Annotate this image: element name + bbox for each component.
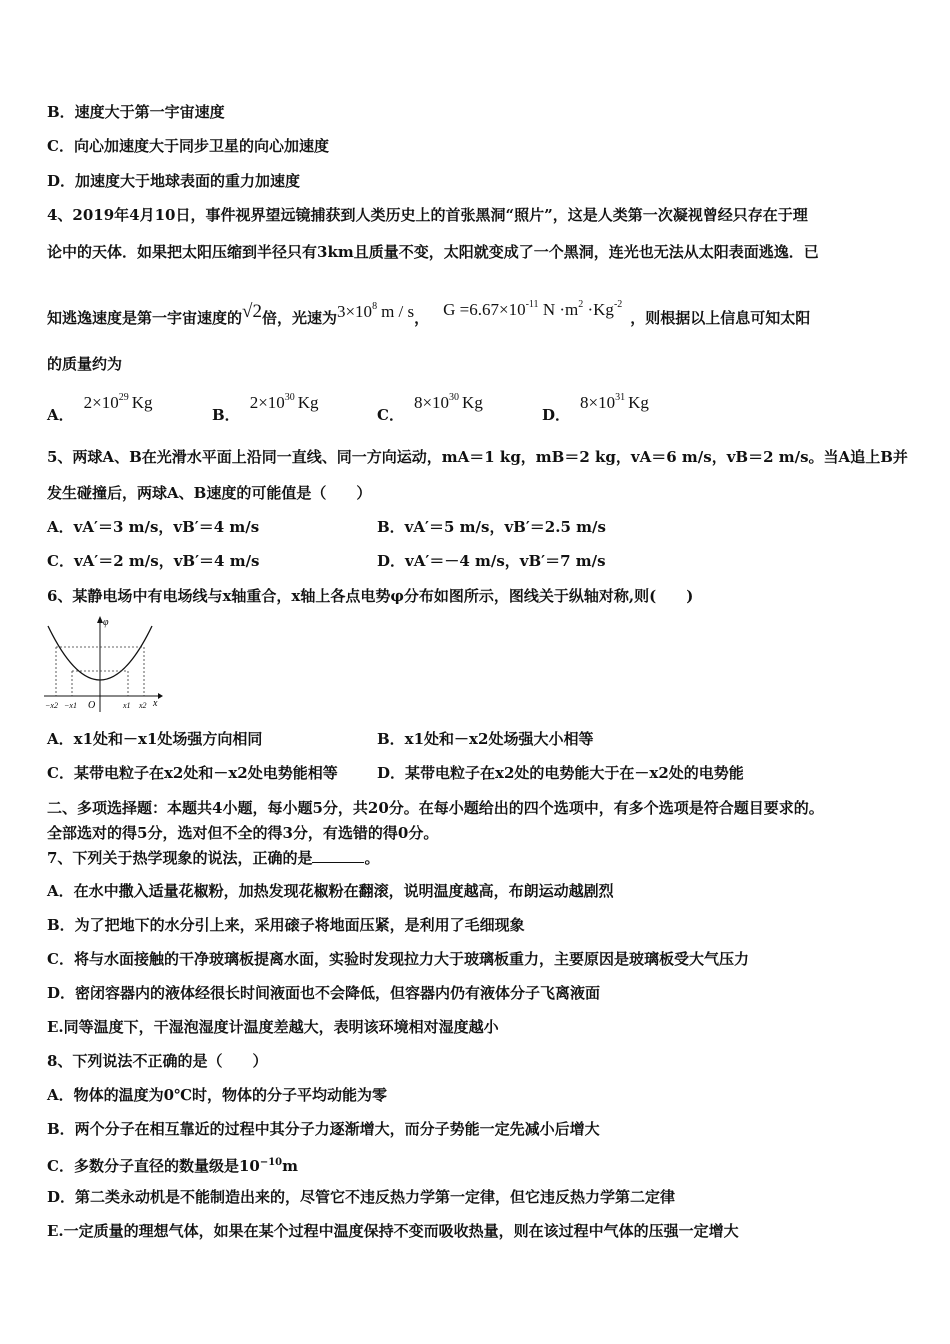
q7-option-d: D．密闭容器内的液体经很长时间液面也不会降低，但容器内仍有液体分子飞离液面 (47, 984, 601, 1002)
tick-label-x1: x1 (123, 701, 131, 710)
section2-heading-line2: 全部选对的得5分，选对但不全的得3分，有选错的得0分。 (47, 824, 439, 842)
q3-option-d: D．加速度大于地球表面的重力加速度 (47, 172, 301, 190)
q6-option-b: B．x1处和－x2处场强大小相等 (377, 730, 594, 748)
q5-option-a: A．vA′＝3 m/s，vB′＝4 m/s (47, 518, 260, 536)
q4-option-d: D．$8\times 10^{31}$ Kg (542, 392, 649, 424)
origin-label: O (88, 700, 96, 711)
q7-option-e: E.同等温度下，干湿泡湿度计温度差越大，表明该环境相对湿度越小 (47, 1018, 499, 1036)
q6-option-d: D．某带电粒子在x2处的电势能大于在－x2处的电势能 (377, 764, 744, 782)
q5-option-c: C．vA′＝2 m/s，vB′＝4 m/s (47, 552, 260, 570)
q7-stem: 7、下列关于热学现象的说法，正确的是 。 (47, 849, 380, 867)
light-speed-expression: $3\times 10^8$ m / s (336, 301, 415, 321)
q8-option-a: A．物体的温度为0℃时，物体的分子平均动能为零 (47, 1086, 388, 1104)
q3-option-b: B．速度大于第一宇宙速度 (47, 103, 225, 121)
q6-stem: 6、某静电场中有电场线与x轴重合，x轴上各点电势φ分布如图所示，图线关于纵轴对称,则( ) (47, 587, 694, 605)
q4-stem-line4: 的质量约为 (47, 355, 123, 373)
q8-option-e: E.一定质量的理想气体，如果在某个过程中温度保持不变而吸收热量，则在该过程中气体的压强一定增大 (47, 1222, 739, 1240)
q8-option-d: D．第二类永动机是不能制造出来的，尽管它不违反热力学第一定律，但它违反热力学第二定律 (47, 1188, 676, 1206)
y-axis-label: φ (103, 617, 109, 628)
q8-stem: 8、下列说法不正确的是（ ） (47, 1052, 268, 1070)
x-axis-label: x (153, 698, 158, 709)
q7-option-b: B．为了把地下的水分引上来，采用磙子将地面压紧，是利用了毛细现象 (47, 916, 525, 934)
tick-label-neg-x1: −x1 (64, 701, 77, 710)
q5-option-b: B．vA′＝5 m/s，vB′＝2.5 m/s (377, 518, 606, 536)
q4-option-b: B．$2\times 10^{30}$ Kg (212, 392, 319, 424)
tick-label-x2: x2 (139, 701, 147, 710)
q4-stem-line2: 论中的天体．如果把太阳压缩到半径只有3km且质量不变，太阳就变成了一个黑洞，连光也无法从太阳表面逃逸．已 (47, 243, 819, 261)
tick-label-neg-x2: −x2 (45, 701, 58, 710)
q4-stem-line3: 知逃逸速度是第一宇宙速度的√2倍，光速为$3\times 10^8$ m / s， $G =6.67\times 10^{-11}$ $N \cdot m^2 \cdot Kg^{-2}$，则根据以上信息可知太阳 (47, 299, 811, 327)
q4-option-c: C．$8\times 10^{30}$ Kg (377, 392, 483, 424)
answer-blank (312, 848, 364, 863)
q6-option-c: C．某带电粒子在x2处和－x2处电势能相等 (47, 764, 338, 782)
q7-option-a: A．在水中撒入适量花椒粉，加热发现花椒粉在翻滚，说明温度越高，布朗运动越剧烈 (47, 882, 614, 900)
q4-option-a: A．$2\times 10^{29}$ Kg (47, 392, 153, 424)
q4-stem-line1: 4、2019年4月10日，事件视界望远镜捕获到人类历史上的首张黑洞“照片”，这是人类第一次凝视曾经只存在于理 (47, 206, 808, 224)
q6-option-a: A．x1处和－x1处场强方向相同 (47, 730, 263, 748)
x-axis-arrow (158, 693, 163, 699)
q5-option-d: D．vA′＝－4 m/s，vB′＝7 m/s (377, 552, 606, 570)
section2-heading-line1: 二、多项选择题：本题共4小题，每小题5分，共20分。在每小题给出的四个选项中，有多个选项是符合题目要求的。 (47, 799, 824, 817)
potential-graph (42, 614, 164, 716)
q3-option-c: C．向心加速度大于同步卫星的向心加速度 (47, 137, 329, 155)
gravitational-constant-expression: $G =6.67\times 10^{-11}$ $N \cdot m^2 \cdot Kg^{-2}$ (443, 299, 623, 319)
q5-stem-line2: 发生碰撞后，两球A、B速度的可能值是（ ） (47, 484, 372, 502)
sqrt2-expression: √2 (242, 301, 262, 322)
q8-option-b: B．两个分子在相互靠近的过程中其分子力逐渐增大，而分子势能一定先减小后增大 (47, 1120, 600, 1138)
q7-option-c: C．将与水面接触的干净玻璃板提离水面，实验时发现拉力大于玻璃板重力，主要原因是玻璃板受大气压力 (47, 950, 749, 968)
q5-stem-line1: 5、两球A、B在光滑水平面上沿同一直线、同一方向运动，mA＝1 kg，mB＝2 kg，vA＝6 m/s，vB＝2 m/s。当A追上B并 (47, 448, 908, 466)
q8-option-c: C．多数分子直径的数量级是$10^{-10}m$ (47, 1157, 298, 1175)
